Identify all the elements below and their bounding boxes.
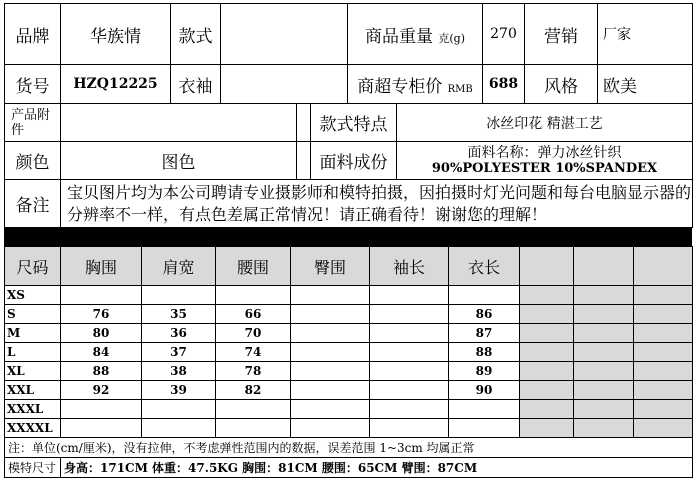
footer-table [4, 437, 693, 478]
size-cell-empty [574, 362, 634, 381]
size-cell-sleeve [370, 324, 449, 343]
size-col-header [574, 247, 634, 286]
size-cell-empty [574, 400, 634, 419]
size-cell-empty [634, 343, 693, 362]
size-cell-waist: 74 [216, 343, 291, 362]
product-info-table [4, 3, 693, 104]
sleeve-value [221, 65, 348, 104]
size-cell-size: XXL [5, 381, 61, 400]
size-cell-chest: 76 [61, 305, 142, 324]
size-cell-sleeve [370, 362, 449, 381]
item-no-value: HZQ12225 [61, 65, 171, 104]
size-cell-length: 90 [449, 381, 520, 400]
weight-unit: 克(g) [438, 31, 466, 45]
size-cell-hip [291, 343, 370, 362]
sales-label: 营销 [525, 4, 598, 65]
size-cell-waist [216, 286, 291, 305]
item-no-label: 货号 [5, 65, 61, 104]
size-cell-waist: 70 [216, 324, 291, 343]
size-cell-shoulder [142, 400, 216, 419]
size-cell-waist: 82 [216, 381, 291, 400]
size-cell-empty [634, 362, 693, 381]
size-cell-hip [291, 381, 370, 400]
price-value: 688 [483, 65, 525, 104]
size-cell-chest [61, 286, 142, 305]
size-cell-hip [291, 362, 370, 381]
size-cell-shoulder: 39 [142, 381, 216, 400]
size-cell-shoulder: 38 [142, 362, 216, 381]
size-cell-sleeve [370, 381, 449, 400]
size-cell-empty [574, 286, 634, 305]
size-col-header: 胸围 [61, 247, 142, 286]
size-row [5, 305, 693, 324]
size-cell-length: 87 [449, 324, 520, 343]
size-cell-empty [634, 400, 693, 419]
size-cell-shoulder: 35 [142, 305, 216, 324]
size-cell-size: S [5, 305, 61, 324]
size-cell-sleeve [370, 305, 449, 324]
style-value [221, 4, 348, 65]
size-col-header: 腰围 [216, 247, 291, 286]
size-cell-empty [574, 381, 634, 400]
model-value: 身高：171CM 体重：47.5KG 胸围：81CM 腰围：65CM 臂围：87CM [61, 458, 693, 478]
size-cell-empty [574, 343, 634, 362]
size-cell-sleeve [370, 400, 449, 419]
weight-value: 270 [483, 4, 525, 65]
size-cell-length [449, 286, 520, 305]
size-cell-sleeve [370, 419, 449, 438]
spacer-cell [297, 142, 311, 180]
size-cell-length: 86 [449, 305, 520, 324]
price-label: 商超专柜价 [357, 76, 443, 97]
size-cell-empty [520, 362, 574, 381]
color-label: 颜色 [5, 142, 61, 180]
size-cell-empty [634, 381, 693, 400]
size-cell-size: XL [5, 362, 61, 381]
fabric-name: 面料名称：弹力冰丝针织 [467, 144, 622, 161]
size-row [5, 286, 693, 305]
product-spec-sheet [4, 3, 692, 491]
size-cell-shoulder [142, 286, 216, 305]
size-cell-waist [216, 400, 291, 419]
size-cell-chest: 92 [61, 381, 142, 400]
size-cell-empty [574, 324, 634, 343]
size-cell-empty [520, 324, 574, 343]
weight-label-cell [348, 4, 483, 65]
size-cell-empty [520, 381, 574, 400]
style2-label: 风格 [525, 65, 598, 104]
size-row [5, 419, 693, 438]
fabric-label: 面料成份 [311, 142, 397, 180]
size-cell-hip [291, 286, 370, 305]
style2-value: 欧美 [598, 65, 693, 104]
divider-bar [4, 228, 692, 246]
size-cell-empty [520, 305, 574, 324]
style-label: 款式 [171, 4, 221, 65]
size-cell-shoulder: 36 [142, 324, 216, 343]
size-col-header: 肩宽 [142, 247, 216, 286]
size-cell-chest: 88 [61, 362, 142, 381]
size-cell-sleeve [370, 343, 449, 362]
size-row [5, 362, 693, 381]
size-cell-empty [634, 419, 693, 438]
size-cell-chest [61, 419, 142, 438]
size-cell-waist [216, 419, 291, 438]
size-cell-waist: 66 [216, 305, 291, 324]
size-cell-sleeve [370, 286, 449, 305]
fabric-composition: 90%POLYESTER 10%SPANDEX [431, 160, 658, 176]
size-cell-hip [291, 419, 370, 438]
size-cell-hip [291, 400, 370, 419]
size-col-header [634, 247, 693, 286]
size-cell-size: L [5, 343, 61, 362]
size-col-header: 臀围 [291, 247, 370, 286]
size-cell-empty [520, 343, 574, 362]
remark-text: 宝贝图片均为本公司聘请专业摄影师和模特拍摄，因拍摄时灯光问题和每台电脑显示器的分辨率不一样，有点色差属正常情况！请正确看待！谢谢您的理解！ [61, 180, 693, 228]
feature-value: 冰丝印花 精湛工艺 [397, 104, 693, 142]
sleeve-label: 衣袖 [171, 65, 221, 104]
price-label-cell [348, 65, 483, 104]
size-cell-length: 88 [449, 343, 520, 362]
size-cell-empty [574, 305, 634, 324]
size-cell-empty [520, 286, 574, 305]
size-cell-waist: 78 [216, 362, 291, 381]
size-cell-length [449, 400, 520, 419]
accessory-value [61, 104, 297, 142]
size-cell-hip [291, 305, 370, 324]
size-cell-hip [291, 324, 370, 343]
unit-note: 注：单位(cm/厘米)，没有拉伸，不考虑弹性范围内的数据，误差范围 1~3cm 均属正常 [5, 438, 693, 458]
size-cell-empty [634, 305, 693, 324]
product-detail-table [4, 103, 693, 228]
model-label: 模特尺寸 [5, 458, 61, 478]
accessory-label: 产品附件 [5, 104, 61, 142]
size-cell-empty [574, 419, 634, 438]
brand-label: 品牌 [5, 4, 61, 65]
size-cell-shoulder [142, 419, 216, 438]
size-chart-header [5, 247, 693, 286]
size-cell-empty [520, 400, 574, 419]
size-cell-empty [634, 324, 693, 343]
feature-label: 款式特点 [311, 104, 397, 142]
size-cell-size: XS [5, 286, 61, 305]
size-cell-empty [520, 419, 574, 438]
size-cell-empty [634, 286, 693, 305]
size-cell-chest: 80 [61, 324, 142, 343]
brand-value: 华族情 [61, 4, 171, 65]
price-unit: RMB [447, 83, 473, 95]
spacer-cell [297, 104, 311, 142]
size-row [5, 400, 693, 419]
color-value: 图色 [61, 142, 297, 180]
size-cell-shoulder: 37 [142, 343, 216, 362]
size-cell-chest: 84 [61, 343, 142, 362]
size-cell-size: M [5, 324, 61, 343]
size-cell-length [449, 419, 520, 438]
sales-value: 厂家 [598, 4, 693, 65]
size-cell-length: 89 [449, 362, 520, 381]
size-row [5, 343, 693, 362]
weight-label: 商品重量 [364, 26, 433, 47]
size-col-header: 尺码 [5, 247, 61, 286]
remark-label: 备注 [5, 180, 61, 228]
size-cell-chest [61, 400, 142, 419]
fabric-cell [397, 142, 693, 180]
size-chart-table [4, 246, 693, 438]
size-col-header [520, 247, 574, 286]
size-col-header: 袖长 [370, 247, 449, 286]
size-cell-size: XXXL [5, 400, 61, 419]
size-col-header: 衣长 [449, 247, 520, 286]
size-row [5, 324, 693, 343]
size-cell-size: XXXXL [5, 419, 61, 438]
size-row [5, 381, 693, 400]
